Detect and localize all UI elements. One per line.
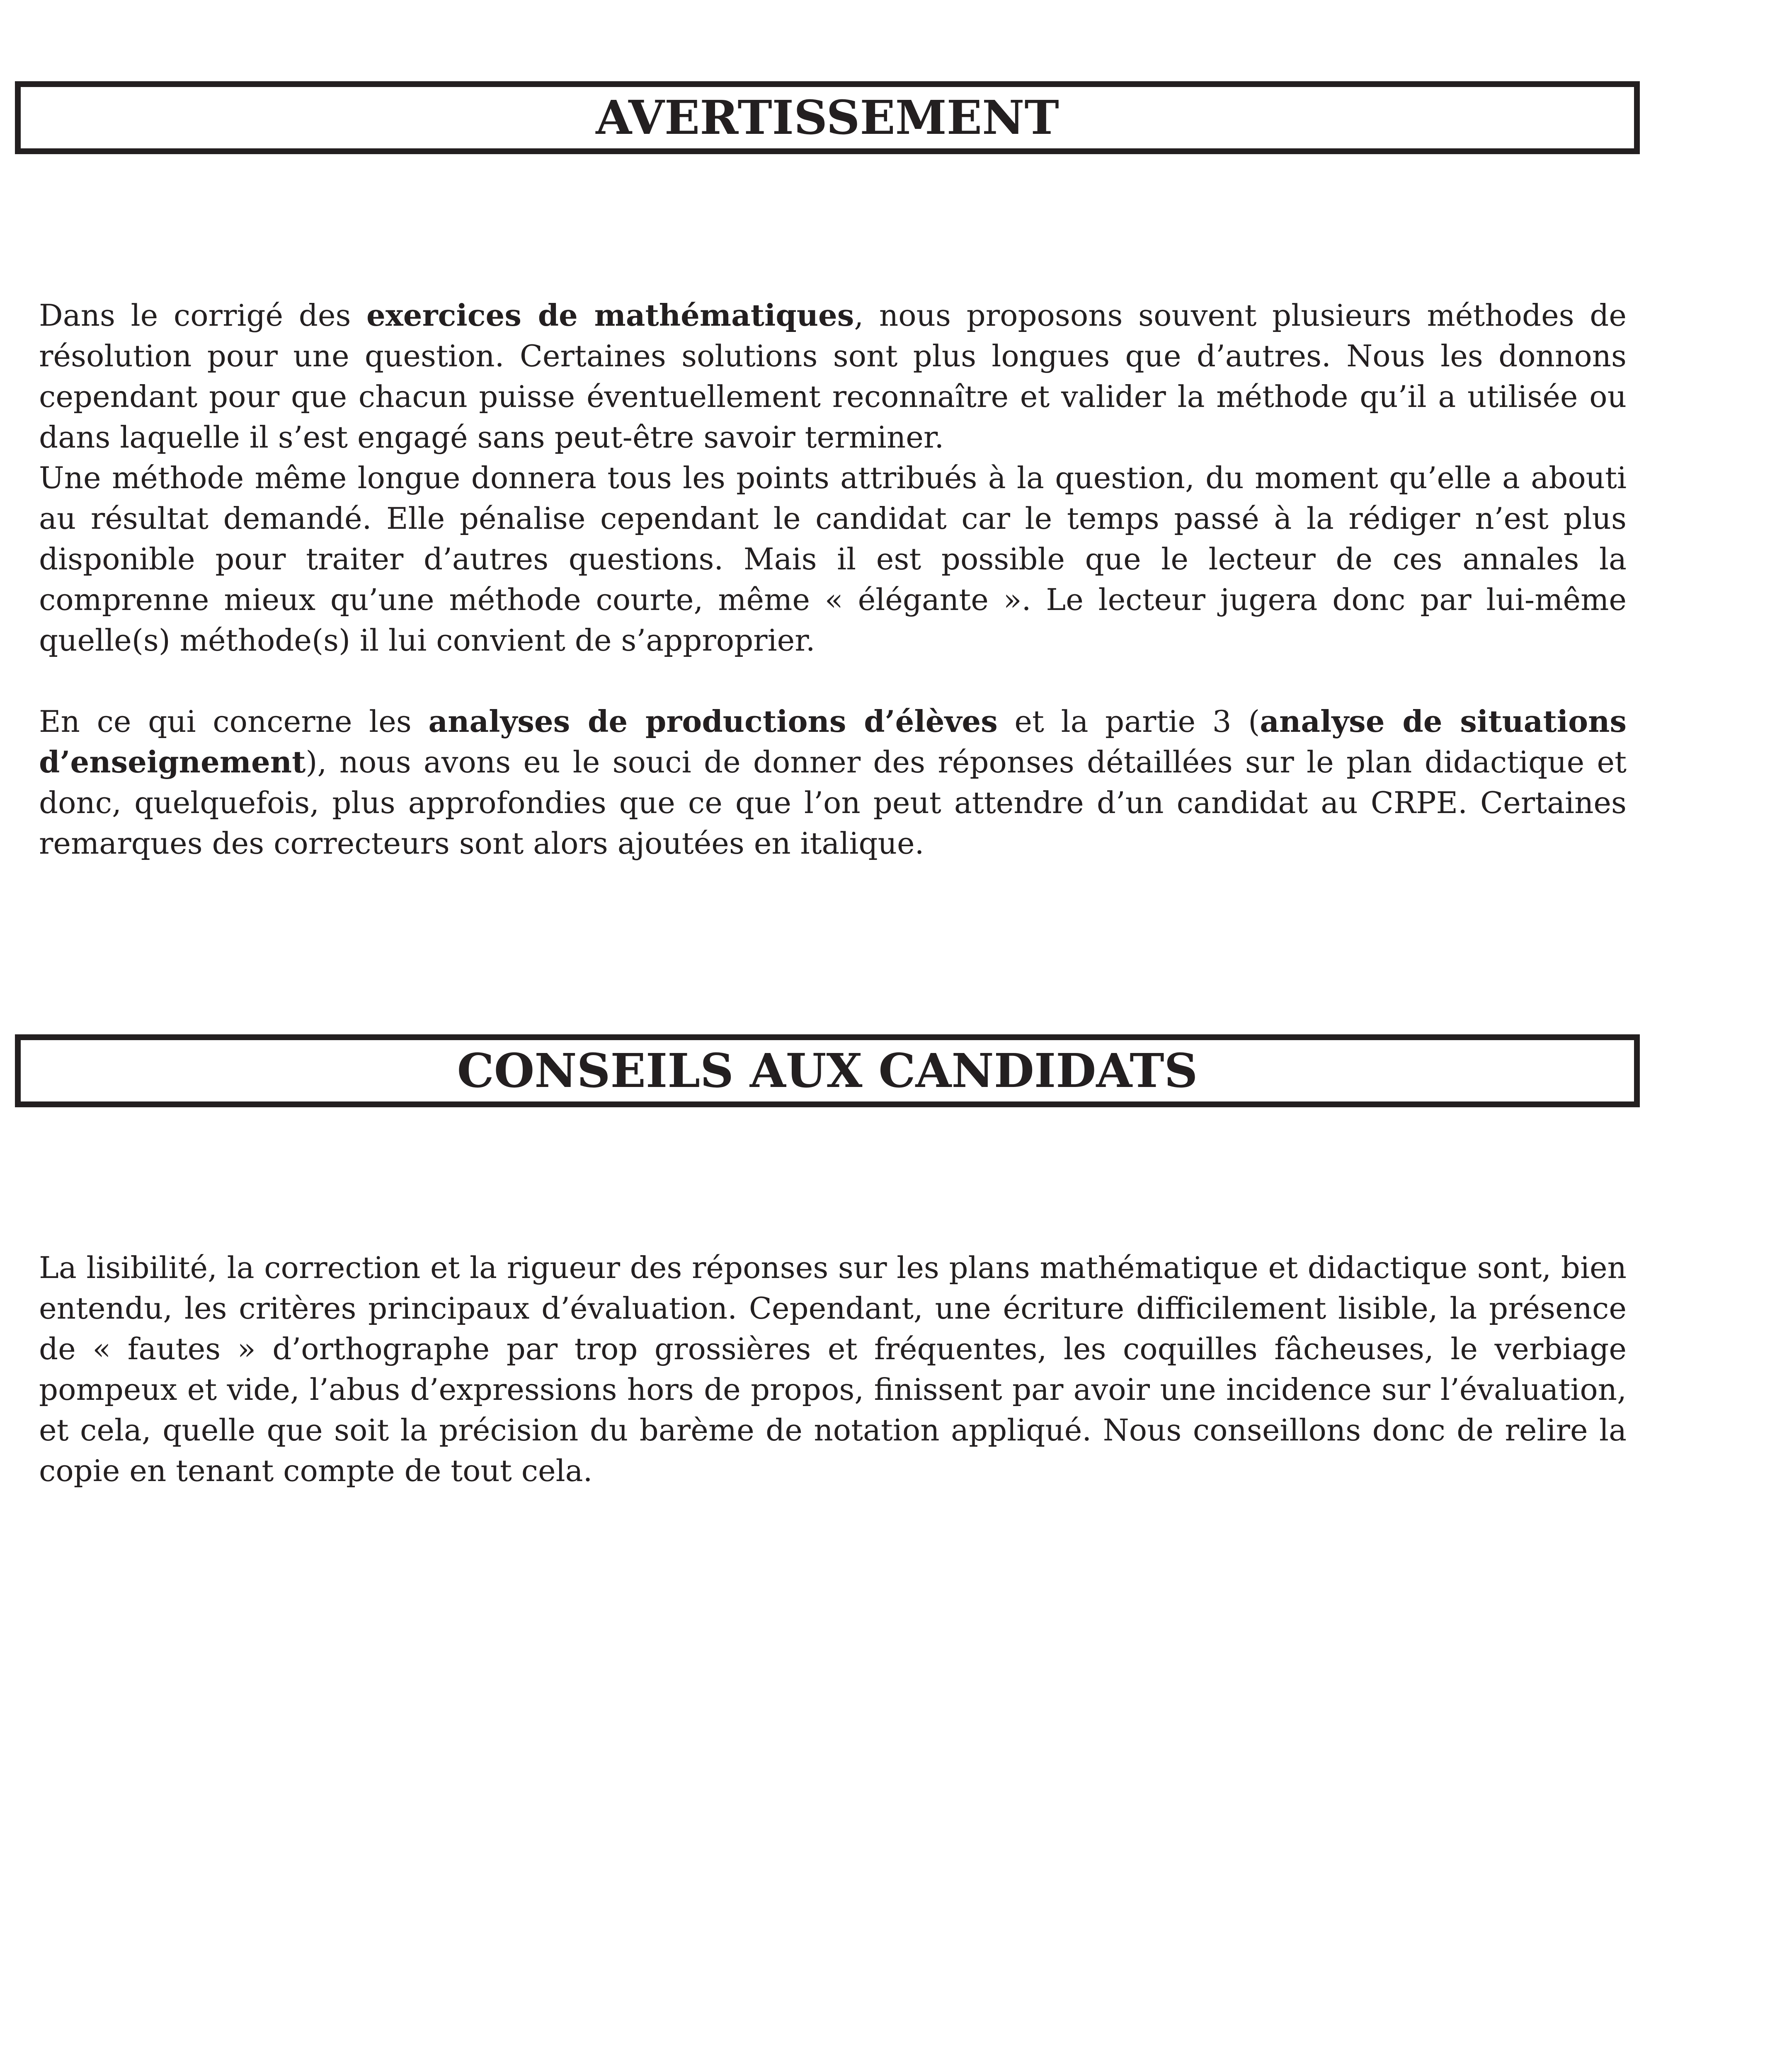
conseils-title: CONSEILS AUX CANDIDATS (457, 1043, 1198, 1098)
avertissement-paragraph-2: Une méthode même longue donnera tous les points attribués à la question, du moment qu’elle a abouti au résultat demandé. Elle pénalise cependant le candidat car le temps passé à la rédiger n’est plus disponible pour traiter d’autres questions. Mais il est possible que le lecteur de ces annales la comprenne mieux qu’une méthode courte, même « élégante ». Le lecteur jugera donc par lui-même quelle(s) méthode(s) il lui convient de s’approprier. (39, 460, 1627, 658)
avertissement-title-box (15, 81, 1640, 154)
paragraph-text: , nous proposons souvent plusieurs méthodes de résolution pour une question. Certaines solutions sont plus longues que d’autres. Nous les donnons cependant pour que chacun puisse éventuellement reconnaître et valider la méthode qu’il a utilisée ou dans laquelle il s’est engagé sans peut-être savoir terminer. (39, 298, 1627, 455)
conseils-body (39, 1247, 1627, 1491)
avertissement-body (39, 295, 1627, 864)
bold-phrase: exercices de mathématiques (366, 298, 854, 333)
paragraph-text: ), nous avons eu le souci de donner des réponses détaillées sur le plan didactique et donc, quelquefois, plus approfondies que ce que l’on peut attendre d’un candidat au CRPE. Certaines remarques des correcteurs sont alors ajoutées en italique. (39, 745, 1627, 861)
paragraph-text: Dans le corrigé des (39, 298, 367, 333)
paragraph-text: En ce qui concerne les (39, 704, 429, 739)
bold-phrase: analyses de productions d’élèves (428, 704, 998, 739)
avertissement-paragraph-1 (39, 295, 1627, 457)
conseils-title-box (15, 1034, 1640, 1107)
paragraph-spacer (39, 661, 1627, 701)
avertissement-title: AVERTISSEMENT (596, 90, 1059, 145)
paragraph-text: et la partie 3 ( (997, 704, 1260, 739)
bold-phrase: analyse de situations d’enseignement (39, 704, 1627, 779)
avertissement-paragraph-3 (39, 701, 1627, 864)
conseils-paragraph-1: La lisibilité, la correction et la rigueur des réponses sur les plans mathématique et didactique sont, bien entendu, les critères principaux d’évaluation. Cependant, une écriture difficilement lisible, la présence de « fautes » d’orthographe par trop grossières et fréquentes, les coquilles fâcheuses, le verbiage pompeux et vide, l’abus d’expressions hors de propos, finissent par avoir une incidence sur l’évaluation, et cela, quelle que soit la précision du barème de notation appliqué. Nous conseillons donc de relire la copie en tenant compte de tout cela. (39, 1250, 1627, 1488)
